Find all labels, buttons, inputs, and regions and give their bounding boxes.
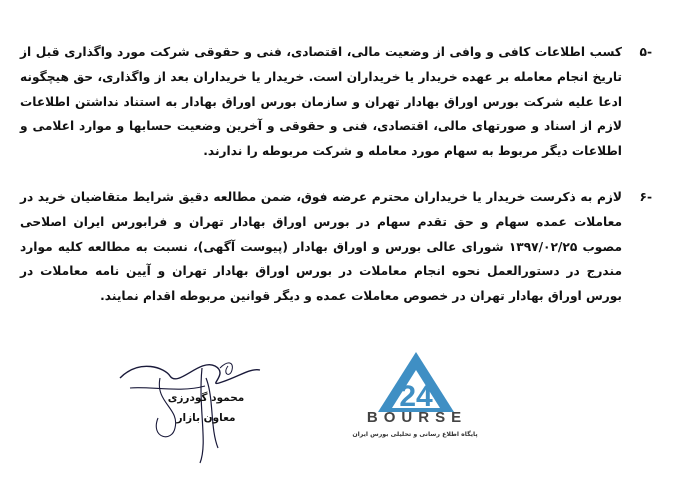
paragraph-text: لازم به ذکرست خریدار یا خریداران محترم عرضه فوق، ضمن مطالعه دقیق شرایط متقاضیان خرید در معاملات عمده سهام و حق تقدم سهام در بورس اوراق بهادار تهران و فرابورس ایران اصلاحی مصوب ۱۳۹۷/۰۲/۲۵ شورای عالی بورس و اوراق بهادار (پیوست آگهی)، نسبت به مطالعه کلیه موارد مندرج در دستورالعمل نحوه انجام معاملات در بورس اوراق بهادار تهران و آیین نامه معاملات در بورس اوراق بهادار تهران در خصوص معاملات عمده و دیگر قوانین مربوطه اقدام نمایند. <box>20 190 622 304</box>
logo-numeral: 24 <box>399 380 433 413</box>
signatory-block <box>160 388 252 428</box>
logo-subtitle: پایگاه اطلاع رسانی و تحلیلی بورس ایران <box>352 431 478 438</box>
paragraph-text: کسب اطلاعات کافی و وافی از وضعیت مالی، اقتصادی، فنی و حقوقی شرکت مورد واگذاری قبل از تاریخ انجام معامله بر عهده خریدار یا خریداران است. خریدار یا خریداران بعد از واگذاری، حق هیچگونه ادعا علیه شرکت بورس اوراق بهادار تهران و سازمان بورس اوراق بهادار به استناد نداشتن اطلاعات لازم از اسناد و صورتهای مالی، اقتصادی، فنی و حقوقی و آخرین وضعیت حسابها و موارد اعلامی و اطلاعات دیگر مربوط به سهام مورد معامله و شرکت مربوطه را ندارند. <box>20 45 622 159</box>
paragraph-number: -۶ <box>639 190 652 204</box>
paragraph-number: -۵ <box>639 45 652 59</box>
bourse-logo-icon <box>336 350 496 455</box>
logo-wordmark: BOURSE <box>366 409 468 426</box>
signatory-title: معاون بازار <box>176 412 236 424</box>
paragraph-6 <box>20 185 652 309</box>
signatory-name: محمود گودرزی <box>167 392 245 404</box>
paragraph-5 <box>20 40 652 164</box>
